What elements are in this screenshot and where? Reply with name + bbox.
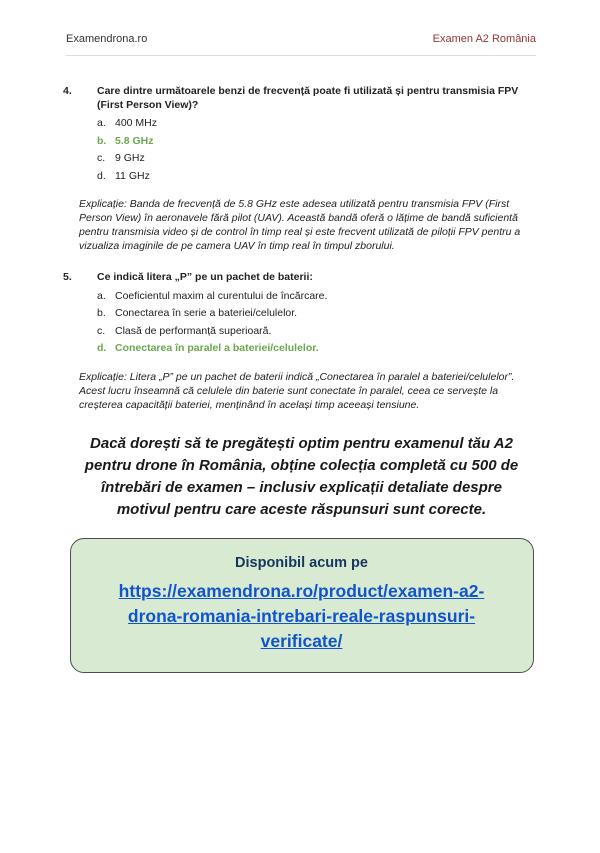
option-letter: c. bbox=[97, 152, 106, 164]
option-text: 11 GHz bbox=[115, 169, 150, 182]
question-number: 4. bbox=[63, 85, 72, 97]
option-letter: d. bbox=[97, 169, 106, 182]
question-title: Care dintre următoarele benzi de frecvență poate fi utilizată și pentru transmisia FPV (First Person View)? bbox=[97, 85, 519, 111]
answer-option-a bbox=[97, 290, 540, 303]
header-doc-title: Examen A2 România bbox=[432, 33, 536, 45]
question-5 bbox=[63, 271, 540, 355]
option-text: Coeficientul maxim al curentului de încărcare. bbox=[115, 289, 328, 302]
explanation-question-4: Explicație: Banda de frecvență de 5.8 GHz este adesea utilizată pentru transmisia FPV (First Person View) în aeronavele fără pilot (UAV). Această bandă oferă o lățime de bandă suficientă pentru transmisia video și de control în timp real și este frecvent utilizată de piloții FPV pentru a vizualiza imaginile de pe camera UAV în timp real în timpul zborului. bbox=[79, 198, 521, 252]
option-letter: c. bbox=[97, 324, 106, 337]
cta-box bbox=[70, 538, 534, 673]
promo-text: Dacă dorești să te pregătești optim pentru examenul tău A2 pentru drone în România, obține colecția completă cu 500 de întrebări de examen – inclusiv explicații detaliate despre motivul pentru care aceste răspunsuri sunt corecte. bbox=[84, 434, 519, 518]
answer-options bbox=[97, 290, 540, 355]
answer-option-d bbox=[97, 170, 540, 183]
option-letter: a. bbox=[97, 117, 106, 129]
answer-option-b bbox=[97, 307, 540, 320]
answer-options bbox=[97, 117, 540, 182]
option-letter: a. bbox=[97, 289, 106, 302]
header-divider bbox=[66, 55, 536, 56]
question-body bbox=[97, 271, 540, 355]
option-text: Conectarea în paralel a bateriei/celulelor. bbox=[115, 342, 319, 354]
option-text: Conectarea în serie a bateriei/celulelor. bbox=[115, 307, 298, 319]
option-letter: b. bbox=[97, 307, 106, 319]
page-header bbox=[0, 0, 600, 45]
question-4 bbox=[63, 85, 540, 182]
explanation-question-5: Explicație: Litera „P” pe un pachet de baterii indică „Conectarea în paralel a bateriei/celulelor”. Acest lucru înseamnă că celulele din baterie sunt conectate în paralel, ceea ce servește la creșterea capacității bateriei, menținând în același timp aceeași tensiune. bbox=[79, 370, 515, 411]
answer-option-a bbox=[97, 117, 540, 130]
cta-heading: Disponibil acum pe bbox=[235, 554, 368, 571]
option-text: Clasă de performanță superioară. bbox=[115, 324, 272, 337]
question-number: 5. bbox=[63, 271, 72, 283]
option-text: 400 MHz bbox=[115, 117, 158, 129]
answer-option-c bbox=[97, 325, 540, 338]
answer-option-d-correct bbox=[97, 342, 540, 355]
question-title: Ce indică litera „P” pe un pachet de baterii: bbox=[97, 271, 313, 283]
option-letter: b. bbox=[97, 134, 107, 147]
answer-option-c bbox=[97, 152, 540, 165]
question-body bbox=[97, 85, 540, 182]
document-content bbox=[0, 85, 600, 673]
option-letter: d. bbox=[97, 342, 107, 354]
option-text: 9 GHz bbox=[115, 152, 145, 164]
header-site-name: Examendrona.ro bbox=[66, 33, 148, 45]
answer-option-b-correct bbox=[97, 135, 540, 148]
product-link[interactable]: https://examendrona.ro/product/examen-a2-drona-romania-intrebari-reale-raspunsuri-verificate/ bbox=[118, 580, 485, 651]
option-text: 5.8 GHz bbox=[115, 134, 154, 147]
